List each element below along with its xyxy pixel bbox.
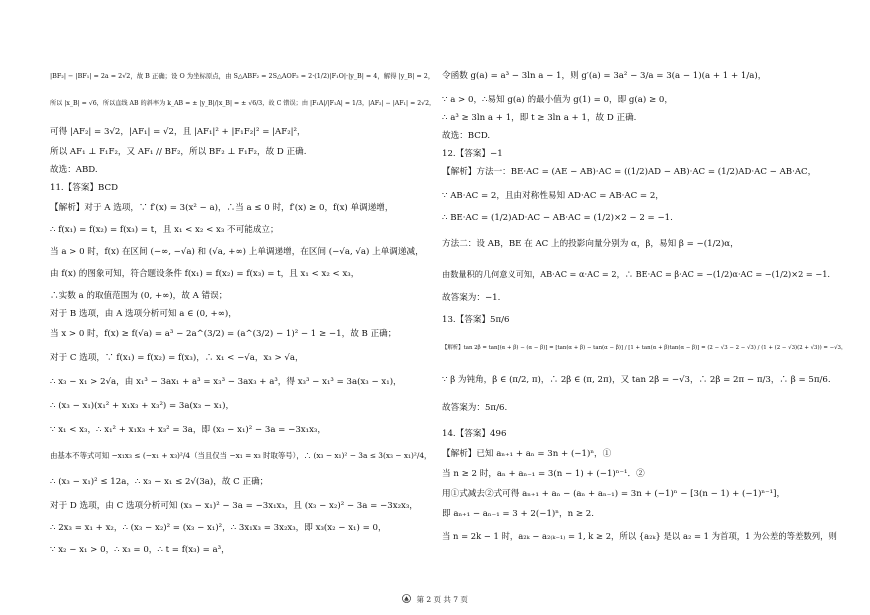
right-column-line: 12.【答案】−1: [442, 149, 503, 159]
right-column-line: 当 n ≥ 2 时，aₙ + aₙ₋₁ = 3(n − 1) + (−1)ⁿ⁻¹．②: [442, 469, 645, 479]
right-column-line: 13.【答案】5π/6: [442, 315, 510, 325]
left-column-line: ∴ (x₃ − x₁)(x₁² + x₁x₃ + x₃²) = 3a(x₃ − x₁)，: [50, 401, 235, 411]
left-column-line: ∴实数 a 的取值范围为 (0, +∞)，故 A 错误；: [50, 291, 228, 301]
right-column-line: 当 n = 2k − 1 时，a₂ₖ − a₂₍ₖ₋₁₎ = 1, k ≥ 2，所以 {a₂ₖ} 是以 a₂ = 1 为首项，1 为公差的等差数列，则: [442, 531, 837, 541]
left-column-line: 对于 B 选项，由 A 选项分析可知 a ∈ (0, +∞)，: [50, 309, 237, 319]
right-column-line: 14.【答案】496: [442, 429, 507, 439]
left-column-line: 对于 D 选项，由 C 选项分析可知 (x₃ − x₁)² − 3a = −3x₁x₃，且 (x₃ − x₂)² − 3a = −3x₂x₃，: [50, 501, 418, 511]
right-column-line: 【解析】已知 aₙ₊₁ + aₙ = 3n + (−1)ⁿ，①: [442, 449, 612, 459]
left-column-line: ∴ 2x₃ = x₁ + x₂，∴ (x₃ − x₂)² = (x₃ − x₁)²，∴ 3x₁x₃ = 3x₂x₃，即 x₃(x₂ − x₁) = 0，: [50, 523, 387, 533]
right-column-line: ∵ β 为钝角，β ∈ (π/2, π)，∴ 2β ∈ (π, 2π)，又 tan 2β = −√3，∴ 2β = 2π − π/3，∴ β = 5π/6.: [442, 375, 831, 385]
school-logo-icon: [402, 594, 411, 603]
right-column-line: ∴ BE·AC = (1/2)AD·AC − AB·AC = (1/2)×2 − 2 = −1.: [442, 213, 673, 223]
left-column-line: ∴ (x₃ − x₁)² ≤ 12a，∴ x₃ − x₁ ≤ 2√(3a)，故 C 正确；: [50, 477, 269, 487]
left-column-line: 可得 |AF₂| = 3√2，|AF₁| = √2，且 |AF₁|² + |F₁F₂|² = |AF₂|²，: [50, 127, 306, 137]
right-column-line: 故选：BCD.: [442, 131, 491, 141]
left-column-line: 所以 AF₁ ⊥ F₁F₂，又 AF₁ // BF₂，所以 BF₂ ⊥ F₁F₂，故 D 正确.: [50, 147, 307, 157]
page-number: 第 2 页 共 7 页: [416, 595, 468, 604]
left-column-line: 11.【答案】BCD: [50, 183, 118, 193]
right-column-line: 即 aₙ₊₁ − aₙ₋₁ = 3 + 2(−1)ⁿ，n ≥ 2.: [442, 509, 594, 519]
left-column-line: |BF₂| − |BF₁| = 2a = 2√2，故 B 正确；设 O 为坐标原点，由 S△ABF₂ = 2S△AOF₂ = 2·(1/2)|F₁O|·|y_B| = 4，解得 |y_B| = 2，: [50, 72, 435, 80]
left-column-line: 对于 C 选项，∵ f(x₁) = f(x₂) = f(x₃)，∴ x₁ < −√a，x₃ > √a，: [50, 353, 304, 363]
left-column-line: ∵ x₁ < x₃，∴ x₁² + x₁x₃ + x₃² = 3a，即 (x₃ − x₁)² − 3a = −3x₁x₃，: [50, 425, 326, 435]
right-column-line: 令函数 g(a) = a³ − 3ln a − 1，则 g′(a) = 3a² − 3/a = 3(a − 1)(a + 1 + 1/a)，: [442, 71, 767, 81]
left-column-line: ∵ x₂ − x₁ > 0，∴ x₃ = 0，∴ t = f(x₃) = a³，: [50, 545, 230, 555]
right-column-line: ∵ a > 0，∴易知 g(a) 的最小值为 g(1) = 0，即 g(a) ≥ 0，: [442, 95, 673, 105]
right-column-line: ∴ a³ ≥ 3ln a + 1，即 t ≥ 3ln a + 1，故 D 正确.: [442, 113, 637, 123]
left-column-line: ∴ f(x₁) = f(x₂) = f(x₃) = t，且 x₁ < x₂ < x₃ 不可能成立；: [50, 225, 279, 235]
left-column-line: ∴ x₃ − x₁ > 2√a，由 x₁³ − 3ax₁ + a³ = x₃³ − 3ax₃ + a³，得 x₃³ − x₁³ = 3a(x₃ − x₁)，: [50, 377, 402, 387]
left-column-line: 当 a > 0 时，f(x) 在区间 (−∞, −√a) 和 (√a, +∞) 上单调递增，在区间 (−√a, √a) 上单调递减，: [50, 247, 424, 257]
left-column-line: 由基本不等式可知 −x₁x₃ ≤ (−x₁ + x₃)²/4（当且仅当 −x₁ = x₃ 时取等号），∴ (x₃ − x₁)² − 3a ≤ 3(x₃ − x₁)²/4，: [50, 451, 432, 460]
right-column-line: 故答案为：−1.: [442, 293, 501, 303]
right-column-line: 故答案为：5π/6.: [442, 403, 508, 413]
left-column-line: 当 x > 0 时，f(x) ≥ f(√a) = a³ − 2a^(3/2) = (a^(3/2) − 1)² − 1 ≥ −1，故 B 正确；: [50, 329, 397, 339]
right-column-line: 用①式减去②式可得 aₙ₊₁ + aₙ − (aₙ + aₙ₋₁) = 3n + (−1)ⁿ − [3(n − 1) + (−1)ⁿ⁻¹]，: [442, 489, 786, 499]
right-column-line: ∵ AB·AC = 2，且由对称性易知 AD·AC = AB·AC = 2，: [442, 191, 664, 201]
right-column-line: 【解析】方法一：BE·AC = (AE − AB)·AC = ((1/2)AD − AB)·AC = (1/2)AD·AC − AB·AC，: [442, 167, 817, 177]
page-footer: [0, 594, 870, 605]
right-column-line: 由数量积的几何意义可知，AB·AC = α·AC = 2，∴ BE·AC = β·AC = −(1/2)α·AC = −(1/2)×2 = −1.: [442, 269, 831, 279]
left-column-line: 【解析】对于 A 选项，∵ f′(x) = 3(x² − a)，∴当 a ≤ 0 时，f′(x) ≥ 0，f(x) 单调递增，: [50, 203, 394, 213]
left-column-line: 所以 |x_B| = √6，所以直线 AB 的斜率为 k_AB = ± |y_B|/|x_B| = ± √6/3，故 C 错误；由 |F₁A|/|F₁A| = 1/3，|AF₂| − |AF₁| = 2√2，: [50, 100, 436, 107]
left-column-line: 故选：ABD.: [50, 165, 98, 175]
right-column-line: 【解析】tan 2β = tan[(α + β) − (α − β)] = [tan(α + β) − tan(α − β)] / [1 + tan(α + β)tan(α − β)] = (2 − √3 − 2 − √3) / (1 + (2 − √3)(2 + √3)) = −√3，: [442, 345, 847, 351]
right-column-line: 方法二：设 AB，BE 在 AC 上的投影向量分别为 α，β，易知 β = −(1/2)α，: [442, 239, 739, 249]
left-column-line: 由 f(x) 的图象可知，符合题设条件 f(x₁) = f(x₂) = f(x₃) = t，且 x₁ < x₂ < x₃，: [50, 269, 360, 279]
